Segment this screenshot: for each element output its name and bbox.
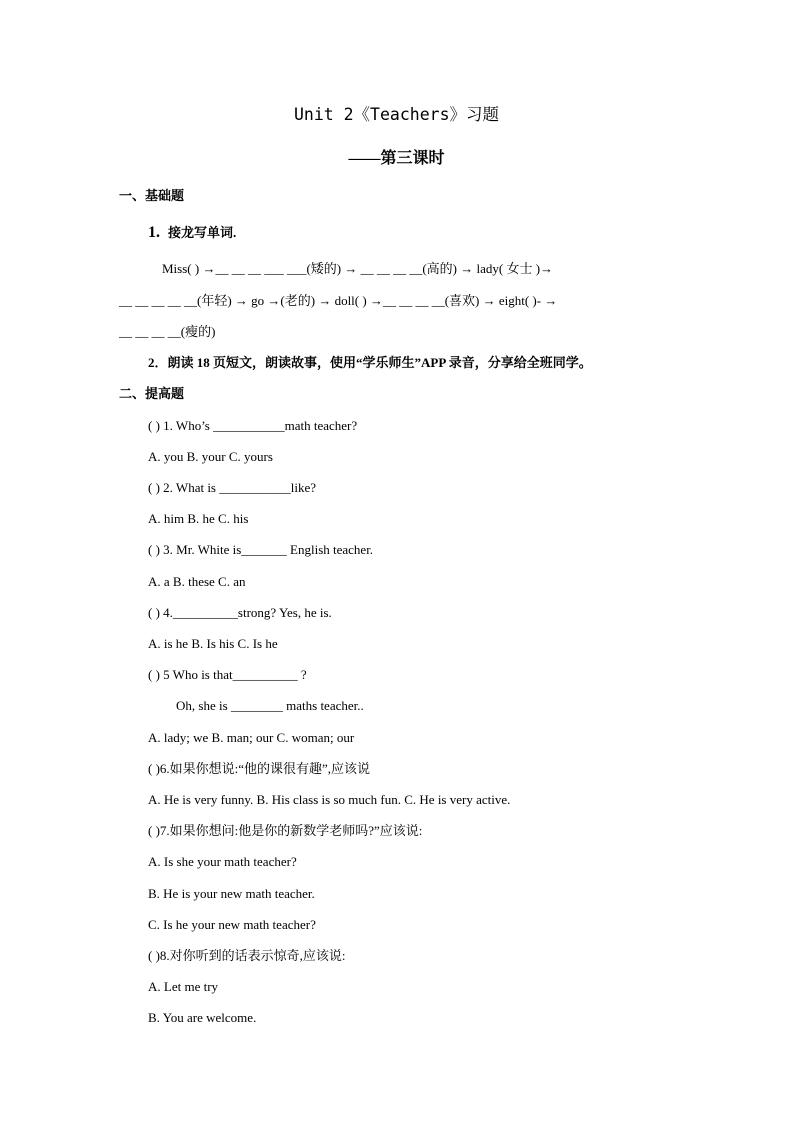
question-1-label: 接龙写单词. (168, 225, 237, 240)
question-1-heading (148, 225, 236, 241)
answer-options: A. you B. your C. yours (148, 449, 273, 464)
question-line: ( ) 2. What is ___________like? (148, 480, 317, 495)
question-line: ( ) 4.__________strong? Yes, he is. (148, 605, 332, 620)
answer-options: A. He is very funny. B. His class is so much fun. C. He is very active. (148, 792, 511, 807)
answer-option: A. Let me try (148, 979, 219, 994)
answer-options: A. is he B. Is his C. Is he (148, 636, 278, 651)
answer-option: B. He is your new math teacher. (148, 886, 315, 901)
question-line: ( )7.如果你想问:他是你的新数学老师吗?”应该说: (148, 823, 423, 838)
question-line: ( ) 5 Who is that__________ ? (148, 667, 307, 682)
word-chain-line: __ __ __ __ __(年轻) → go →(老的) → doll( ) →__ __ __ __(喜欢) → eight( )- → (119, 293, 558, 308)
question-line: ( ) 3. Mr. White is_______ English teacher. (148, 542, 374, 557)
word-chain-line: __ __ __ __(瘦的) (119, 324, 216, 339)
answer-option: A. Is she your math teacher? (148, 854, 297, 869)
page-title: Unit 2《Teachers》习题 (293, 105, 500, 124)
word-chain-line: Miss( ) →__ __ __ ___ ___(矮的) → __ __ __ __(高的) → lady( 女士 )→ (162, 261, 554, 276)
reading-task: 2．朗读 18 页短文，朗读故事，使用“学乐师生”APP 录音，分享给全班同学。 (148, 355, 592, 370)
question-line: ( )8.对你听到的话表示惊奇,应该说: (148, 948, 346, 963)
section-heading-advanced: 二、提高题 (119, 386, 185, 401)
question-line: ( ) 1. Who’s ___________math teacher? (148, 418, 358, 433)
answer-options: A. him B. he C. his (148, 511, 249, 526)
answer-option: C. Is he your new math teacher? (148, 917, 316, 932)
answer-options: A. lady; we B. man; our C. woman; our (148, 730, 355, 745)
question-line: ( )6.如果你想说:“他的课很有趣”,应该说 (148, 761, 371, 776)
answer-option: B. You are welcome. (148, 1010, 257, 1025)
question-line-continued: Oh, she is ________ maths teacher.. (176, 698, 364, 713)
section-heading-basic: 一、基础题 (119, 188, 185, 203)
page-subtitle: ——第三课时 (348, 150, 445, 167)
question-1-number: 1. (148, 224, 160, 241)
answer-options: A. a B. these C. an (148, 574, 246, 589)
